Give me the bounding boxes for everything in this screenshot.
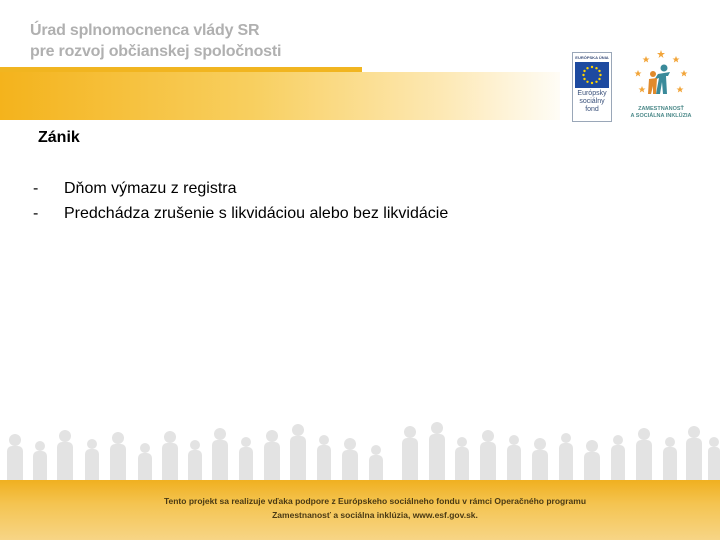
program-label-line1: ZAMESTNANOSŤ <box>638 106 684 112</box>
employment-inclusion-logo <box>628 48 694 122</box>
eu-flag-icon <box>575 62 609 88</box>
bullet-text: Predchádza zrušenie s likvidáciou alebo bez likvidácie <box>64 205 449 222</box>
organization-title <box>30 20 281 62</box>
eu-fund-label <box>575 90 609 114</box>
bullet-marker: - <box>33 180 39 197</box>
bullet-text: Dňom výmazu z registra <box>64 180 237 197</box>
bullet-item <box>33 201 448 226</box>
footer-line1: Tento projekt sa realizuje vďaka podpore z Európskeho sociálneho fondu v rámci Operačného programu <box>163 496 587 506</box>
bullet-list <box>33 176 448 226</box>
bullet-marker: - <box>33 205 39 222</box>
section-heading: Zánik <box>38 129 80 146</box>
people-stars-icon <box>628 48 694 106</box>
bullet-item <box>33 176 448 201</box>
program-label-line2: A SOCIÁLNA INKLÚZIA <box>630 113 692 119</box>
organization-title-line2: pre rozvoj občianskej spoločnosti <box>30 43 282 60</box>
crowd-silhouette-decoration <box>0 418 720 488</box>
eu-fund-label-line1: Európsky <box>577 90 607 97</box>
footer-funding-note <box>120 494 630 522</box>
eu-fund-label-line3: fond <box>585 106 599 113</box>
program-label <box>628 106 694 120</box>
eu-label: EURÓPSKA ÚNIA <box>575 55 609 60</box>
footer-line2: Zamestnanosť a sociálna inklúzia, www.esf.gov.sk. <box>272 510 478 520</box>
eu-fund-label-line2: sociálny <box>579 98 605 105</box>
organization-title-line1: Úrad splnomocnenca vlády SR <box>30 22 260 39</box>
eu-social-fund-logo <box>572 52 612 122</box>
